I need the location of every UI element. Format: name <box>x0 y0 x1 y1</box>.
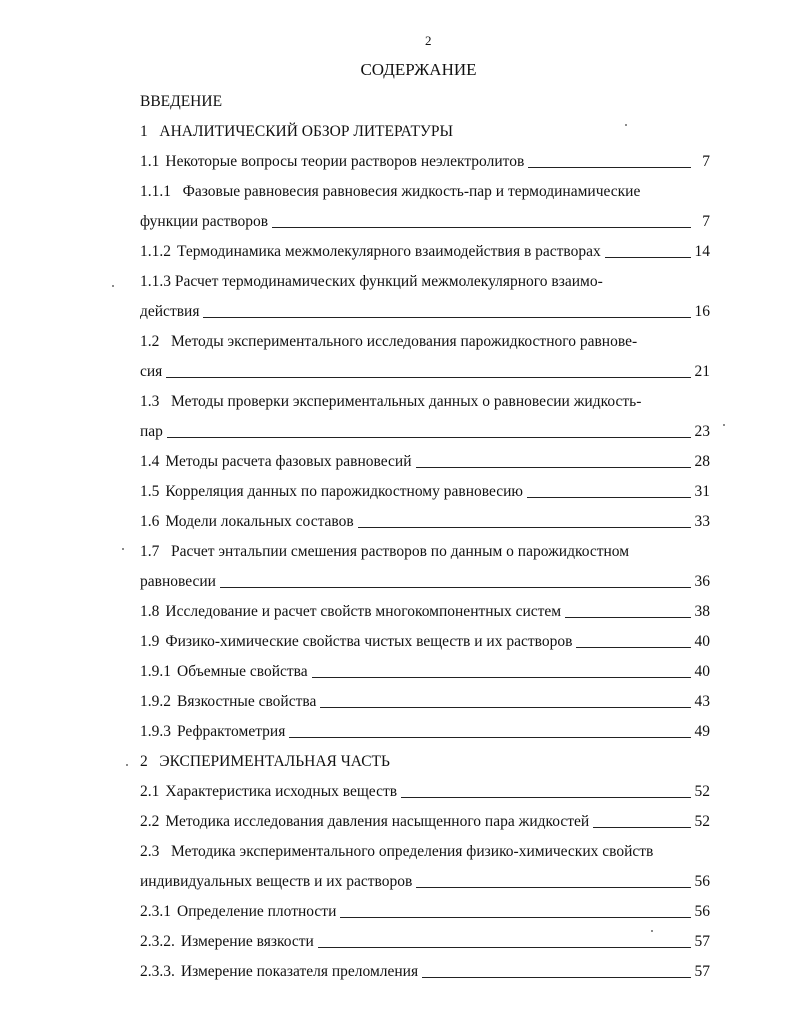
leader-line <box>312 677 691 678</box>
leader-line <box>527 497 691 498</box>
leader-line <box>401 797 691 798</box>
toc-entry-page: 31 <box>694 483 710 500</box>
toc-entry-text: Физико-химические свойства чистых веществ и их растворов <box>165 633 573 650</box>
leader-line <box>220 587 691 588</box>
leader-line <box>318 947 691 948</box>
scan-speck <box>651 930 653 932</box>
toc-entry-text: Методика исследования давления насыщенного пара жидкостей <box>165 813 590 830</box>
toc-entry-text-cont: индивидуальных веществ и их растворов <box>140 873 413 890</box>
toc-entry-text: Измерение показателя преломления <box>180 963 419 980</box>
toc-entry <box>140 812 710 832</box>
toc-entry-page: 57 <box>694 963 710 980</box>
leader-line <box>605 257 691 258</box>
toc-entry-page: 38 <box>694 603 710 620</box>
toc-entry-page: 33 <box>694 513 710 530</box>
toc-entry-text: Расчет термодинамических функций межмолекулярного взаимо- <box>174 273 603 290</box>
toc-entry-first-line <box>140 842 653 862</box>
toc-entry-number: 1.1.2 <box>140 243 171 260</box>
toc-entry-text: Определение плотности <box>177 903 337 920</box>
leader-line <box>565 617 691 618</box>
toc-entry-page: 16 <box>694 303 710 320</box>
scan-speck <box>625 124 627 126</box>
toc-entry <box>140 362 710 382</box>
toc-entry-text: Рефрактометрия <box>177 723 286 740</box>
toc-entry-text-cont: равновесии <box>140 573 216 590</box>
toc-entry-number: 1.1 <box>140 153 160 170</box>
toc-entry-text: Корреляция данных по парожидкостному равновесию <box>165 483 523 500</box>
leader-line <box>320 707 691 708</box>
toc-section-title: АНАЛИТИЧЕСКИЙ ОБЗОР ЛИТЕРАТУРЫ <box>159 123 454 140</box>
toc-entry <box>140 422 710 442</box>
toc-entry-text: Методы проверки экспериментальных данных о равновесии жидкость- <box>171 393 642 410</box>
toc-entry-page: 43 <box>694 693 710 710</box>
leader-line <box>167 437 691 438</box>
toc-entry-text: Методика экспериментального определения физико-химических свойств <box>171 843 654 860</box>
toc-entry-page: 52 <box>694 813 710 830</box>
toc-entry-page: 56 <box>694 903 710 920</box>
toc-entry-text: Методы расчета фазовых равновесий <box>165 453 412 470</box>
toc-entry-number: 2.3 <box>140 843 160 860</box>
toc-entry-page: 23 <box>694 423 710 440</box>
toc-entry-page: 56 <box>694 873 710 890</box>
toc-entry-text: Характеристика исходных веществ <box>165 783 398 800</box>
toc-entry-page: 21 <box>694 363 710 380</box>
toc-entry-number: 1.7 <box>140 543 160 560</box>
leader-line <box>422 977 691 978</box>
toc-entry <box>140 722 710 742</box>
toc-entry-page: 7 <box>702 213 710 230</box>
toc-entry <box>140 212 710 232</box>
toc-entry-text: Исследование и расчет свойств многокомпонентных систем <box>165 603 562 620</box>
leader-line <box>358 527 691 528</box>
leader-line <box>166 377 691 378</box>
toc-entry-text: Измерение вязкости <box>180 933 314 950</box>
toc-entry-text: Некоторые вопросы теории растворов неэлектролитов <box>165 153 525 170</box>
toc-entry-number: 1.6 <box>140 513 160 530</box>
toc-entry-number: 2.2 <box>140 813 160 830</box>
scan-speck <box>122 548 124 550</box>
leader-line <box>272 227 691 228</box>
leader-line <box>289 737 691 738</box>
toc-entry <box>140 602 710 622</box>
toc-entry-first-line <box>140 332 637 352</box>
toc-entry-number: 2.3.2. <box>140 933 175 950</box>
toc-entry-text-cont: сия <box>140 363 163 380</box>
toc-entry-number: 1.9 <box>140 633 160 650</box>
toc-entry-number: 2.3.1 <box>140 903 171 920</box>
toc-entry-number: 2.3.3. <box>140 963 175 980</box>
toc-entry <box>140 872 710 892</box>
toc-entry-number: 1.1.3 <box>140 273 171 290</box>
toc-entry-number: 1.8 <box>140 603 160 620</box>
toc-entry-number: 1.4 <box>140 453 160 470</box>
toc-entry-number: 1.2 <box>140 333 160 350</box>
toc-introduction: ВВЕДЕНИЕ <box>140 93 223 110</box>
toc-entry <box>140 632 710 652</box>
scan-speck <box>112 285 114 287</box>
toc-entry-number: 1.1.1 <box>140 183 171 200</box>
toc-entry-page: 14 <box>694 243 710 260</box>
toc-entry <box>140 902 710 922</box>
leader-line <box>340 917 691 918</box>
scan-speck <box>723 424 725 426</box>
toc-entry-page: 36 <box>694 573 710 590</box>
toc-entry-page: 52 <box>694 783 710 800</box>
toc-entry <box>140 302 710 322</box>
toc-entry-text: Фазовые равновесия равновесия жидкость-пар и термодинамические <box>182 183 641 200</box>
toc-entry-number: 1.9.1 <box>140 663 171 680</box>
toc-entry-number: 2.1 <box>140 783 160 800</box>
toc-section-2 <box>140 752 390 772</box>
toc-entry <box>140 692 710 712</box>
toc-entry-first-line <box>140 392 641 412</box>
leader-line <box>416 467 692 468</box>
toc-entry-text-cont: функции растворов <box>140 213 269 230</box>
toc-entry-number: 1.3 <box>140 393 160 410</box>
page-number: 2 <box>425 33 432 48</box>
toc-entry-number: 1.9.3 <box>140 723 171 740</box>
toc-entry-number: 1.9.2 <box>140 693 171 710</box>
toc-section-number: 2 <box>140 753 148 770</box>
toc-entry-first-line <box>140 542 629 562</box>
leader-line <box>528 167 691 168</box>
toc-entry-page: 28 <box>694 453 710 470</box>
toc-entry-page: 40 <box>694 663 710 680</box>
toc-entry <box>140 152 710 172</box>
toc-section-title: ЭКСПЕРИМЕНТАЛЬНАЯ ЧАСТЬ <box>159 753 390 770</box>
leader-line <box>203 317 691 318</box>
toc-entry <box>140 572 710 592</box>
toc-entry-page: 49 <box>694 723 710 740</box>
toc-entry-first-line <box>140 182 640 202</box>
toc-entry-page: 7 <box>702 153 710 170</box>
toc-section-number: 1 <box>140 123 148 140</box>
toc-entry-number: 1.5 <box>140 483 160 500</box>
toc-entry <box>140 242 710 262</box>
toc-section-1 <box>140 122 453 142</box>
toc-entry-text-cont: пар <box>140 423 163 440</box>
toc-entry <box>140 932 710 952</box>
toc-entry-page: 57 <box>694 933 710 950</box>
toc-entry-text: Термодинамика межмолекулярного взаимодействия в растворах <box>177 243 601 260</box>
toc-entry <box>140 482 710 502</box>
toc-entry <box>140 962 710 982</box>
toc-entry-page: 40 <box>694 633 710 650</box>
toc-entry <box>140 512 710 532</box>
leader-line <box>593 827 691 828</box>
toc-entry-text: Объемные свойства <box>177 663 308 680</box>
toc-entry <box>140 662 710 682</box>
page-title: СОДЕРЖАНИЕ <box>360 60 477 79</box>
toc-entry-text: Модели локальных составов <box>165 513 354 530</box>
leader-line <box>576 647 691 648</box>
toc-entry-text: Методы экспериментального исследования парожидкостного равнове- <box>171 333 638 350</box>
toc-entry <box>140 782 710 802</box>
toc-entry-text-cont: действия <box>140 303 200 320</box>
toc-entry-first-line <box>140 272 603 292</box>
toc-entry <box>140 452 710 472</box>
scan-speck <box>126 764 128 766</box>
leader-line <box>416 887 691 888</box>
toc-entry-text: Вязкостные свойства <box>177 693 317 710</box>
toc-entry-text: Расчет энтальпии смешения растворов по данным о парожидкостном <box>171 543 630 560</box>
